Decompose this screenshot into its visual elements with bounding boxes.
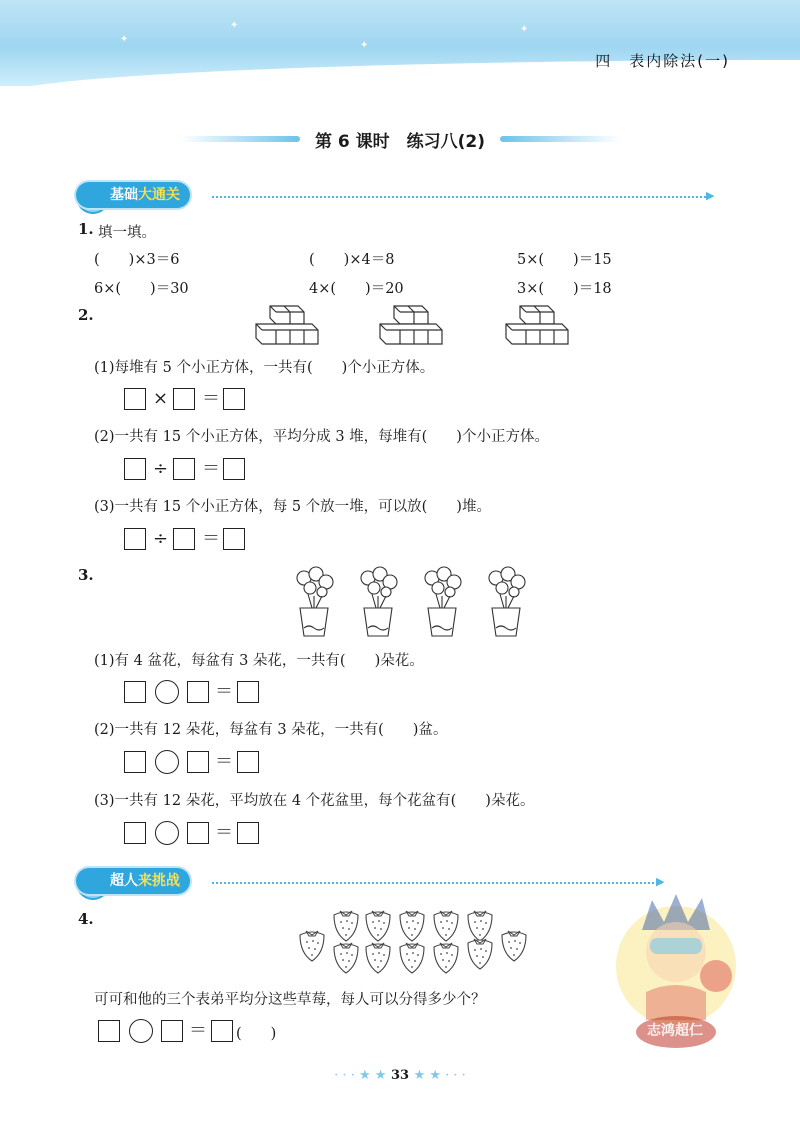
strawberry-icon: [366, 943, 390, 973]
strawberry-icon: [434, 943, 458, 973]
equals-sign: ＝: [215, 822, 233, 843]
strawberry-icon: [400, 911, 424, 941]
mascot-cape: [646, 985, 706, 1020]
sparkle-icon: ✦: [120, 34, 129, 45]
answer-box[interactable]: [173, 388, 195, 410]
unit-blank: ( ): [236, 1026, 277, 1042]
answer-box[interactable]: [237, 751, 259, 773]
answer-box[interactable]: [223, 388, 245, 410]
equals-sign: ＝: [202, 458, 220, 479]
question-prompt: 可可和他的三个表弟平均分这些草莓，每人可以分得多少个？: [94, 992, 486, 1008]
strawberry-icon: [300, 931, 324, 961]
equals-sign: ＝: [215, 681, 233, 702]
strawberry-icon: [334, 911, 358, 941]
equals-sign: ＝: [202, 388, 220, 409]
operator-circle[interactable]: [155, 680, 179, 704]
section-basic-label-a: 基础: [110, 187, 138, 203]
sparkle-icon: ✦: [360, 40, 369, 51]
answer-box[interactable]: [223, 528, 245, 550]
goggles-icon: [650, 938, 702, 954]
answer-box[interactable]: [187, 751, 209, 773]
answer-box[interactable]: [237, 681, 259, 703]
answer-box[interactable]: [124, 681, 146, 703]
fill-item: 3×( )＝18: [517, 281, 612, 297]
fill-item: 5×( )＝15: [517, 252, 612, 268]
answer-box[interactable]: [124, 751, 146, 773]
equals-sign: ＝: [215, 751, 233, 772]
answer-box[interactable]: [124, 458, 146, 480]
section-divider: [212, 196, 710, 198]
fill-item: ( )×4＝8: [309, 252, 395, 268]
section-divider: [212, 882, 662, 884]
answer-box[interactable]: [187, 822, 209, 844]
footer-stars-left: · · · ★ ★: [334, 1068, 387, 1083]
times-sign: ×: [153, 388, 169, 409]
question-prompt: 填一填。: [98, 225, 156, 241]
arrow-right-icon: ▶: [656, 875, 665, 888]
page-footer: [0, 1068, 800, 1083]
cube-stack-icon: [506, 306, 568, 344]
fill-item: 4×( )＝20: [309, 281, 404, 297]
answer-box[interactable]: [173, 528, 195, 550]
strawberry-icon: [468, 911, 492, 941]
answer-box[interactable]: [237, 822, 259, 844]
question-number: 1.: [78, 220, 94, 238]
cube-stack-icon: [380, 306, 442, 344]
strawberry-icon: [434, 911, 458, 941]
operator-circle[interactable]: [155, 821, 179, 845]
strawberry-icon: [502, 931, 526, 961]
strawberry-icon: [334, 943, 358, 973]
cube-stack-icon: [256, 306, 318, 344]
sub-question: (2)一共有 12 朵花，每盆有 3 朵花，一共有( )盆。: [94, 722, 448, 738]
answer-box[interactable]: [161, 1020, 183, 1042]
sub-question: (1)每堆有 5 个小正方体，一共有( )个小正方体。: [94, 360, 435, 376]
flower-pot-icon: [297, 567, 333, 636]
mascot-banner-text: 志鸿超仁: [647, 1023, 703, 1039]
section-basic-badge: [76, 182, 190, 208]
boxing-glove-icon: [700, 960, 732, 992]
operator-circle[interactable]: [129, 1019, 153, 1043]
fill-item: ( )×3＝6: [94, 252, 180, 268]
answer-box[interactable]: [124, 388, 146, 410]
section-challenge-label-a: 超人: [110, 873, 138, 889]
sub-question: (2)一共有 15 个小正方体，平均分成 3 堆，每堆有( )个小正方体。: [94, 429, 549, 445]
section-challenge-badge: [76, 868, 190, 894]
question-number: 3.: [78, 566, 94, 584]
footer-stars-right: ★ ★ · · ·: [413, 1068, 466, 1083]
sub-question: (3)一共有 12 朵花，平均放在 4 个花盆里，每个花盆有( )朵花。: [94, 793, 535, 809]
chapter-label: 四 表内除法(一): [595, 52, 730, 70]
equals-sign: ＝: [189, 1020, 207, 1041]
strawberries-illustration: [296, 905, 532, 975]
answer-box[interactable]: [211, 1020, 233, 1042]
sub-question: (3)一共有 15 个小正方体，每 5 个放一堆，可以放( )堆。: [94, 499, 491, 515]
sparkle-icon: ✦: [230, 20, 239, 31]
divide-sign: ÷: [153, 528, 169, 549]
strawberry-icon: [468, 939, 492, 969]
sparkle-icon: ✦: [520, 24, 529, 35]
operator-circle[interactable]: [155, 750, 179, 774]
question-number: 4.: [78, 910, 94, 928]
strawberry-icon: [400, 943, 424, 973]
answer-box[interactable]: [187, 681, 209, 703]
section-challenge-label-b: 来挑战: [138, 873, 180, 889]
answer-box[interactable]: [173, 458, 195, 480]
answer-box[interactable]: [124, 822, 146, 844]
page-number: 33: [390, 1068, 410, 1083]
strawberry-icon: [366, 911, 390, 941]
answer-box[interactable]: [124, 528, 146, 550]
question-number: 2.: [78, 306, 94, 324]
lesson-title: 第 6 课时 练习八(2): [314, 132, 486, 152]
arrow-right-icon: ▶: [706, 189, 715, 202]
equals-sign: ＝: [202, 528, 220, 549]
answer-box[interactable]: [98, 1020, 120, 1042]
answer-box[interactable]: [223, 458, 245, 480]
sub-question: (1)有 4 盆花，每盆有 3 朵花，一共有( )朵花。: [94, 653, 424, 669]
flower-pots-illustration: [290, 566, 530, 640]
divide-sign: ÷: [153, 458, 169, 479]
fill-item: 6×( )＝30: [94, 281, 189, 297]
cube-stacks-illustration: [250, 302, 580, 348]
section-basic-label-b: 大通关: [138, 187, 180, 203]
